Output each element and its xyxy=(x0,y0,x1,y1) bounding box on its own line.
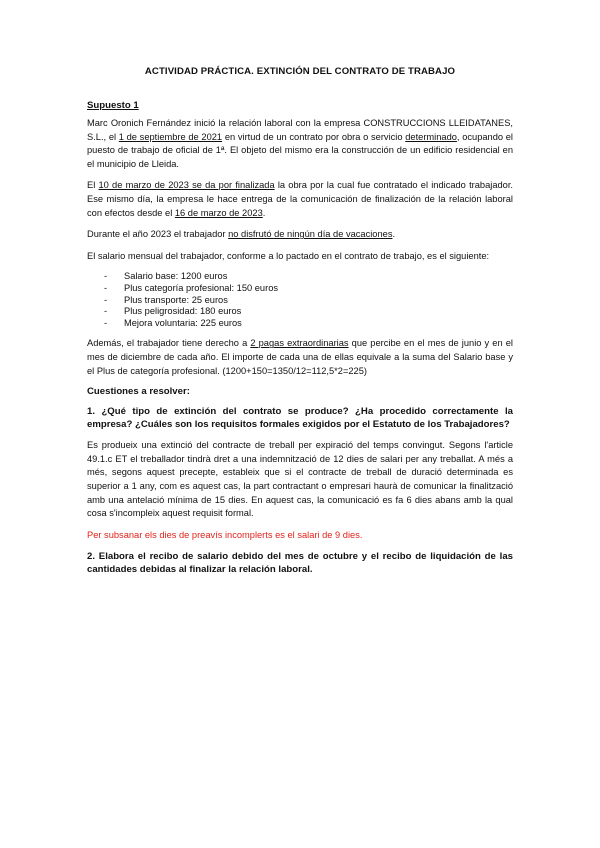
list-item: - Plus categoría profesional: 150 euros xyxy=(104,282,279,293)
answer-1-note: Per subsanar els dies de preavís incomplerts es el salari de 9 dies. xyxy=(87,529,363,540)
case-paragraph-2: El 10 de marzo de 2023 se da por finalizada la obra por la cual fue contratado el indicado trabajador. Ese mismo día, la empresa le hace entrega de la comunicación de finalización de la relación laboral con efectos desde el 16 de marzo de 2023. xyxy=(87,180,513,218)
list-item: - Plus peligrosidad: 180 euros xyxy=(104,306,242,317)
list-item: - Mejora voluntaria: 225 euros xyxy=(104,317,242,328)
case-paragraph-5: Además, el trabajador tiene derecho a 2 pagas extraordinarias que percibe en el mes de junio y en el mes de diciembre de cada año. El importe de cada una de ellas equivale a la suma del Salario base y el Plus de categoría profesional. (1200+150=1350/12=112,5*2=225) xyxy=(87,338,513,376)
question-2: 2. Elabora el recibo de salario debido del mes de octubre y el recibo de liquidación de las cantidades debidas al finalizar la relación laboral. xyxy=(87,551,513,576)
case-paragraph-3: Durante el año 2023 el trabajador no disfrutó de ningún día de vacaciones. xyxy=(87,229,396,240)
list-item: - Plus transporte: 25 euros xyxy=(104,294,228,305)
salary-list xyxy=(87,271,513,329)
case-paragraph-1: Marc Oronich Fernández inició la relación laboral con la empresa CONSTRUCCIONS LLEIDATANES, S.L., el 1 de septiembre de 2021 en virtud de un contrato por obra o servicio determinado, ocupando el puesto de trabajo de oficial de 1ª. El objeto del mismo era la construcción de un edificio residencial en el municipio de Lleida. xyxy=(87,118,513,169)
document-title: ACTIVIDAD PRÁCTICA. EXTINCIÓN DEL CONTRATO DE TRABAJO xyxy=(144,66,456,77)
case-paragraph-4: El salario mensual del trabajador, conforme a lo pactado en el contrato de trabajo, es el siguiente: xyxy=(87,250,490,261)
list-item: - Salario base: 1200 euros xyxy=(104,271,228,282)
case-heading: Supuesto 1 xyxy=(87,100,139,111)
answer-1: Es produeix una extinció del contracte de treball per expiració del temps convingut. Segons l'article 49.1.c ET el treballador tindrà dret a una indemnització de 12 dies de salari per any treballat. A més a més, segons aquest precepte, estableix que si el contracte de treball de duració determinada es superior a 1 any, com es aquest cas, la part contractant o empresari haurà de comunicar la finalització amb una antelació mínima de 15 dies. En aquest cas, la comunicació es fa 6 dies abans amb la qual cosa s'incompleix aquest requisit formal. xyxy=(87,440,513,519)
question-1: 1. ¿Qué tipo de extinción del contrato se produce? ¿Ha procedido correctamente la empresa? ¿Cuáles son los requisitos formales exigidos por el Estatuto de los Trabajadores? xyxy=(87,406,513,430)
questions-heading: Cuestiones a resolver: xyxy=(87,386,190,398)
